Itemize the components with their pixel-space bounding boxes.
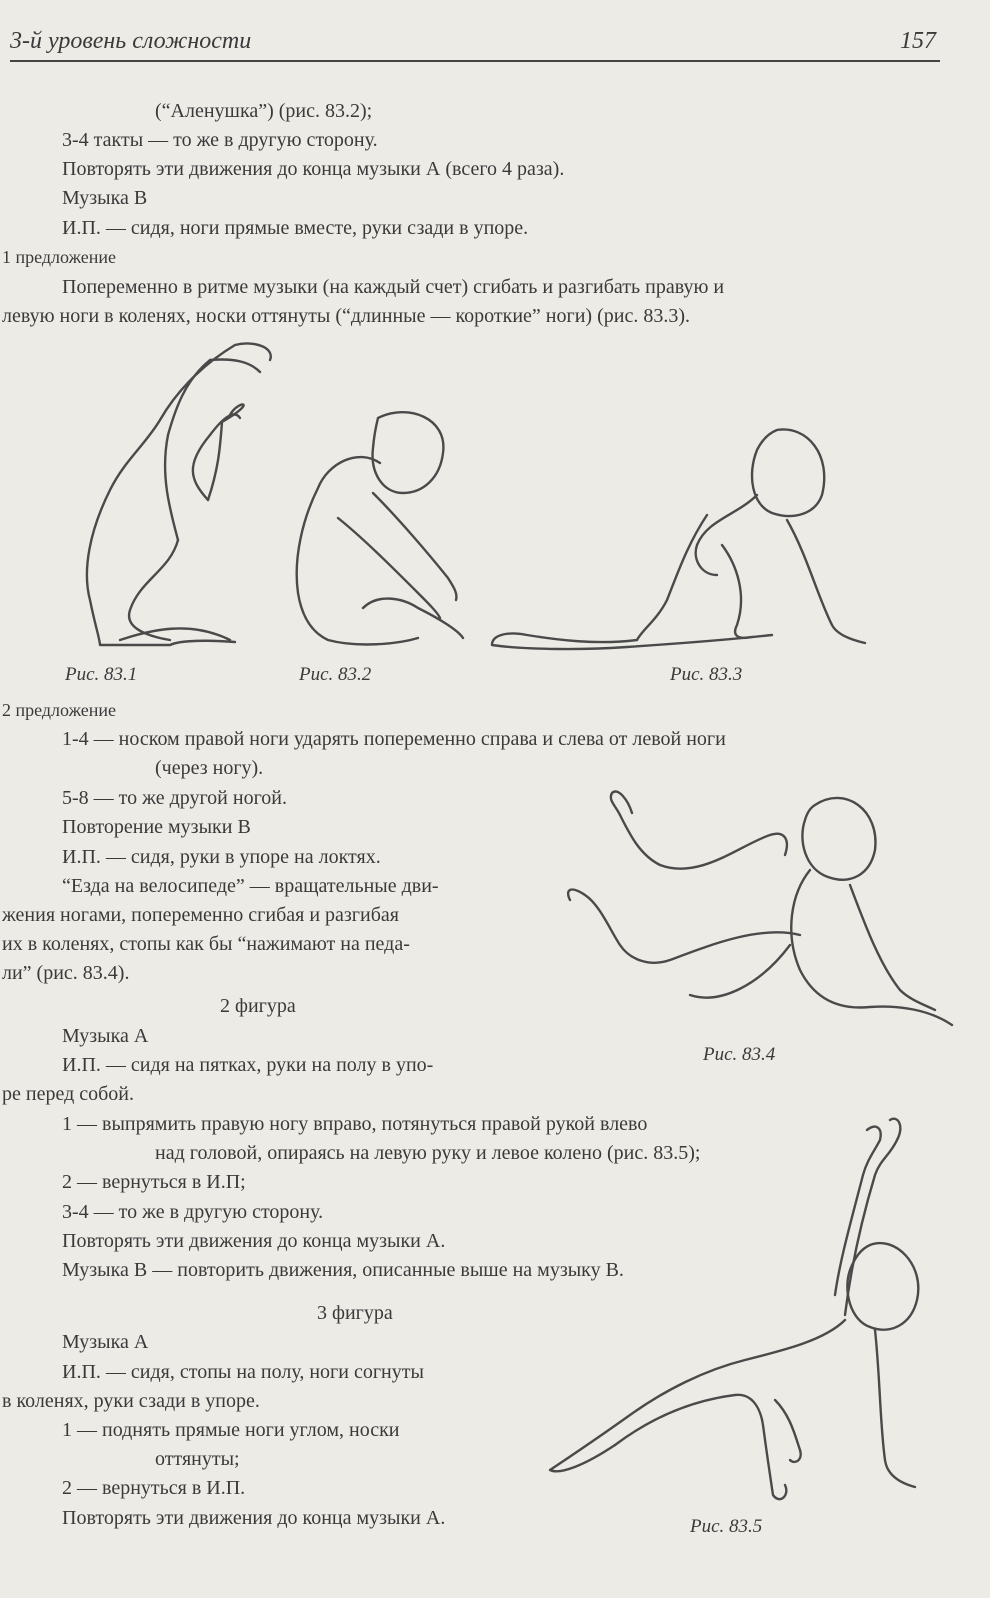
text-line: “Езда на велосипеде” — вращательные дви- — [62, 875, 439, 897]
text-line: ре перед собой. — [2, 1083, 135, 1105]
figure-caption: Рис. 83.2 — [299, 664, 372, 685]
page-number: 157 — [900, 28, 936, 54]
figure-83-1-drawing — [60, 340, 250, 660]
figure-83-5-drawing — [545, 1115, 965, 1510]
text-line: Музыка В — [62, 187, 148, 209]
text-line: Музыка В — повторить движения, описанные выше на музыку В. — [62, 1259, 624, 1281]
section-heading: 2 фигура — [220, 995, 296, 1017]
subsection-label: 2 предложение — [2, 700, 117, 720]
text-line: Повторять эти движения до конца музыки А (всего 4 раза). — [62, 158, 565, 180]
text-line: 1-4 — носком правой ноги ударять попеременно справа и слева от левой ноги — [62, 728, 726, 750]
figure-caption: Рис. 83.1 — [65, 664, 138, 685]
text-line: Повторять эти движения до конца музыки А. — [62, 1507, 446, 1529]
text-line: Повторять эти движения до конца музыки А. — [62, 1230, 446, 1252]
text-line: 2 — вернуться в И.П. — [62, 1477, 246, 1499]
text-line: 5-8 — то же другой ногой. — [62, 787, 287, 809]
text-line: ли” (рис. 83.4). — [2, 962, 130, 984]
subsection-label: 1 предложение — [2, 247, 117, 267]
text-line: (“Аленушка”) (рис. 83.2); — [155, 100, 373, 122]
text-line: 1 — выпрямить правую ногу вправо, потянуться правой рукой влево — [62, 1113, 648, 1135]
figure-83-3-drawing — [487, 425, 872, 660]
text-line: 1 — поднять прямые ноги углом, носки — [62, 1419, 400, 1441]
text-line: Попеременно в ритме музыки (на каждый счет) сгибать и разгибать правую и — [62, 276, 725, 298]
text-line: их в коленях, стопы как бы “нажимают на педа- — [2, 933, 410, 955]
text-line: 3-4 такты — то же в другую сторону. — [62, 129, 378, 151]
text-line: Музыка А — [62, 1025, 149, 1047]
section-heading: 3 фигура — [317, 1302, 393, 1324]
text-line: И.П. — сидя, руки в упоре на локтях. — [62, 846, 381, 868]
figure-83-2-drawing — [288, 408, 473, 658]
text-line: (через ногу). — [155, 757, 264, 779]
text-line: над головой, опираясь на левую руку и левое колено (рис. 83.5); — [155, 1142, 701, 1164]
text-line: 2 — вернуться в И.П; — [62, 1171, 246, 1193]
text-line: И.П. — сидя на пятках, руки на полу в упо- — [62, 1054, 434, 1076]
text-line: жения ногами, попеременно сгибая и разгибая — [2, 904, 399, 926]
running-header-title: 3-й уровень сложности — [10, 28, 252, 54]
figure-83-4-drawing — [560, 785, 960, 1040]
text-line: И.П. — сидя, ноги прямые вместе, руки сзади в упоре. — [62, 217, 529, 239]
text-line: И.П. — сидя, стопы на полу, ноги согнуты — [62, 1361, 424, 1383]
figure-caption: Рис. 83.5 — [690, 1516, 763, 1537]
text-line: 3-4 — то же в другую сторону. — [62, 1201, 324, 1223]
text-line: в коленях, руки сзади в упоре. — [2, 1390, 260, 1412]
figure-caption: Рис. 83.3 — [670, 664, 743, 685]
text-line: оттянуты; — [155, 1448, 240, 1470]
figure-caption: Рис. 83.4 — [703, 1044, 776, 1065]
text-line: Повторение музыки В — [62, 816, 251, 838]
text-line: Музыка А — [62, 1331, 149, 1353]
header-divider — [10, 60, 940, 62]
text-line: левую ноги в коленях, носки оттянуты (“длинные — короткие” ноги) (рис. 83.3). — [2, 305, 690, 327]
